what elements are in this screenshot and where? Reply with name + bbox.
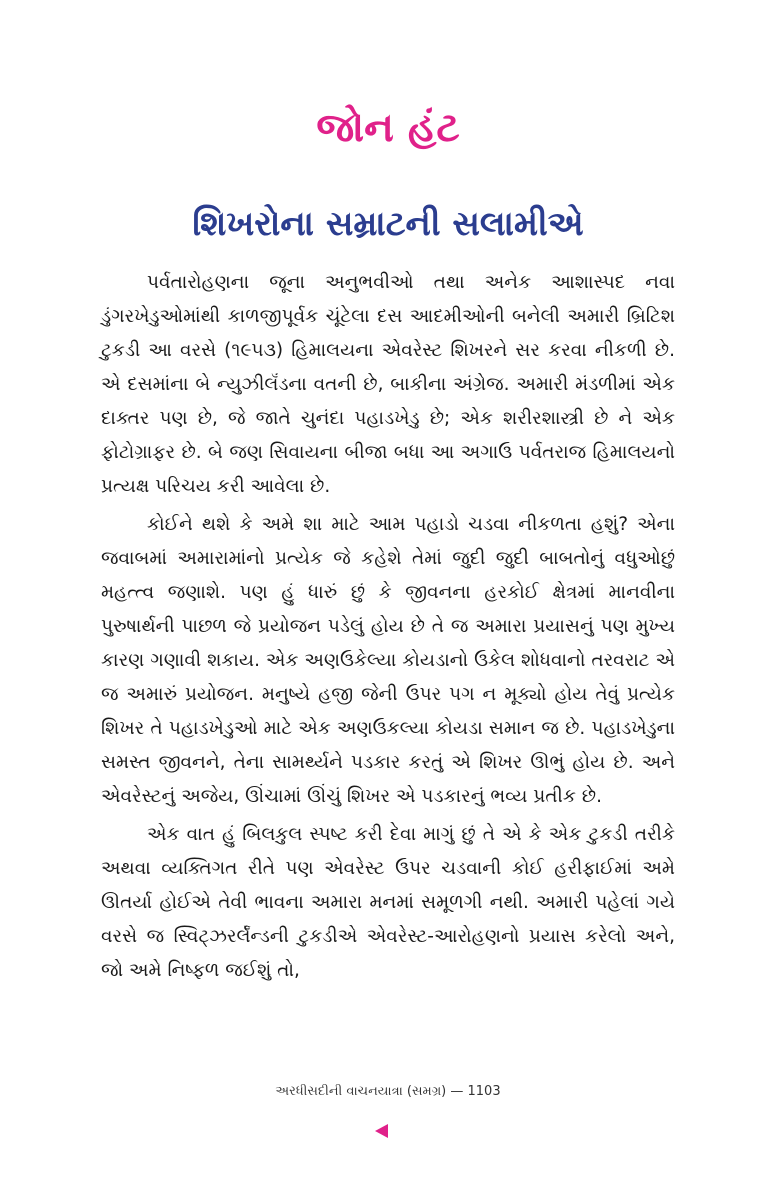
paragraph-2: કોઈને થશે કે અમે શા માટે આમ પહાડો ચડવા નીકળતા હશું? એના જવાબમાં અમારામાંનો પ્રત્યેક જે કહેશે તેમાં જુદી જુદી બાબતોનું વધુઓછું મહત્ત્વ જણાશે. પણ હું ધારું છું કે જીવનના હરકોઈ ક્ષેત્રમાં માનવીના પુરુષાર્થની પાછળ જે પ્રયોજન પડેલું હોય છે તે જ અમારા પ્રયાસનું પણ મુખ્ય કારણ ગણાવી શકાય. એક અણઉકેલ્યા કોયડાનો ઉકેલ શોધવાનો તરવરાટ એ જ અમારું પ્રયોજન. મનુષ્યે હજી જેની ઉપર પગ ન મૂક્યો હોય તેવું પ્રત્યેક શિખર તે પહાડખેડુઓ માટે એક અણઉકલ્યા કોયડા સમાન જ છે. પહાડખેડુના સમસ્ત જીવનને, તેના સામર્થ્યને પડકાર કરતું એ શિખર ઊભું હોય છે. અને એવરેસ્ટનું અજેય, ઊંચામાં ઊંચું શિખર એ પડકારનું ભવ્ય પ્રતીક છે. <box>101 514 675 807</box>
author-name: જોન હંટ <box>316 105 460 151</box>
left-triangle-icon <box>375 1124 388 1138</box>
page-footer: અરધીસદીની વાચનયાત્રા (સમગ્ર) — 1103 <box>275 1084 501 1099</box>
body-text <box>101 266 675 992</box>
paragraph-1: પર્વતારોહણના જૂના અનુભવીઓ તથા અનેક આશાસ્પદ નવા ડુંગરખેડુઓમાંથી કાળજીપૂર્વક ચૂંટેલા દસ આદમીઓની બનેલી અમારી બ્રિટિશ ટુકડી આ વરસે (૧૯૫૩) હિમાલયના એવરેસ્ટ શિખરને સર કરવા નીકળી છે. એ દસમાંના બે ન્યુઝીલૅંડના વતની છે, બાકીના અંગ્રેજ. અમારી મંડળીમાં એક દાક્તર પણ છે, જે જાતે ચુનંદા પહાડખેડુ છે; એક શરીરશાસ્ત્રી છે ને એક ફોટોગ્રાફર છે. બે જણ સિવાયના બીજા બધા આ અગાઉ પર્વતરાજ હિમાલયનો પ્રત્યક્ષ પરિચય કરી આવેલા છે. <box>101 272 675 497</box>
paragraph-3: એક વાત હું બિલકુલ સ્પષ્ટ કરી દેવા માગું છું તે એ કે એક ટુકડી તરીકે અથવા વ્યક્તિગત રીતે પણ એવરેસ્ટ ઉપર ચડવાની કોઈ હરીફાઈમાં અમે ઊતર્યા હોઈએ તેવી ભાવના અમારા મનમાં સમૂળગી નથી. અમારી પહેલાં ગયે વરસે જ સ્વિટ્ઝરર્લૅન્ડની ટુકડીએ એવરેસ્ટ-આરોહણનો પ્રયાસ કરેલો અને, જો અમે નિષ્ફળ જઈશું તો, <box>101 824 675 981</box>
chapter-title: શિખરોના સમ્રાટની સલામીએ <box>192 204 584 244</box>
